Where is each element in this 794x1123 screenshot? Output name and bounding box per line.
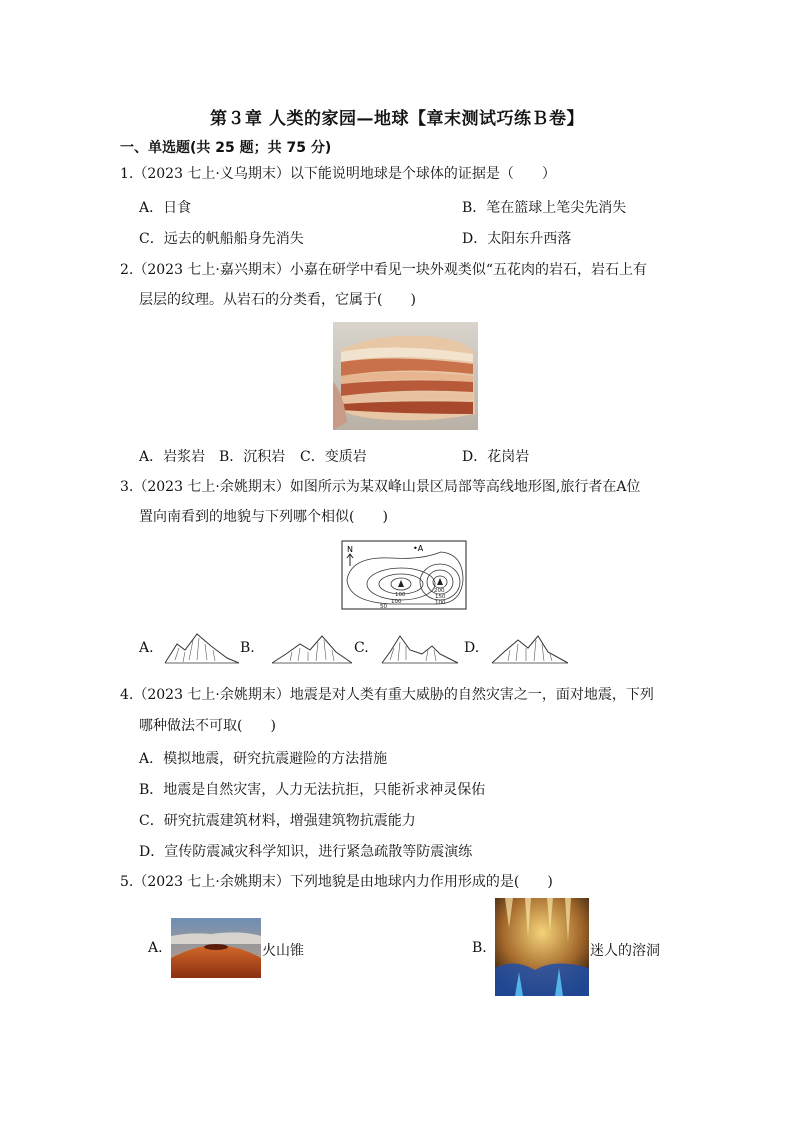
mountain-sketch-c: [380, 630, 460, 670]
section-heading: 一、单选题(共 25 题；共 75 分): [120, 140, 332, 156]
rock-photo: [333, 322, 478, 430]
question-5-option-a: A.: [148, 940, 163, 956]
contour-label: 150: [435, 594, 446, 600]
contour-label: 100: [435, 600, 446, 606]
question-1-option-b: B．笔在篮球上笔尖先消失: [462, 200, 627, 216]
map-point-a: •A: [413, 544, 424, 553]
question-4-stem-line2: 哪种做法不可取( ): [139, 718, 276, 734]
question-5-caption-b: 迷人的溶洞: [590, 943, 660, 959]
contour-label: 100: [391, 599, 402, 605]
question-2-stem-line2: 层层的纹理。从岩石的分类看，它属于( ): [139, 292, 416, 308]
question-3-option-d: D.: [464, 640, 480, 656]
volcano-photo: [171, 918, 261, 978]
map-north-label: N: [347, 545, 353, 554]
question-2-stem-line1: 2.（2023 七上·嘉兴期末）小嘉在研学中看见一块外观类似“五花肉的岩石，岩石上有: [120, 262, 648, 278]
question-4-option-d: D．宣传防震减灾科学知识，进行紧急疏散等防震演练: [139, 844, 473, 860]
page-title: 第３章 人类的家园—地球【章末测试巧练Ｂ卷】: [210, 109, 584, 129]
question-1-option-a: A．日食: [139, 200, 192, 216]
question-2-option-b: B．沉积岩: [219, 449, 286, 465]
question-4-option-c: C．研究抗震建筑材料，增强建筑物抗震能力: [139, 813, 416, 829]
question-5-caption-a: 火山锥: [262, 943, 304, 959]
question-4-stem-line1: 4.（2023 七上·余姚期末）地震是对人类有重大威胁的自然灾害之一，面对地震，下列: [120, 687, 654, 703]
karst-cave-photo: [495, 898, 589, 996]
question-3-option-b: B.: [240, 640, 255, 656]
mountain-sketch-d: [490, 630, 570, 670]
question-3-option-c: C.: [354, 640, 369, 656]
contour-label: 100: [395, 592, 406, 598]
question-2-option-c: C．变质岩: [300, 449, 367, 465]
mountain-sketch-b: [270, 630, 354, 670]
contour-label: 200: [434, 588, 445, 594]
question-1-option-c: C．远去的帆船船身先消失: [139, 231, 304, 247]
question-1-stem: 1.（2023 七上·义乌期末）以下能说明地球是个球体的证据是（ ）: [120, 166, 556, 182]
question-2-option-a: A．岩浆岩: [139, 449, 206, 465]
question-3-stem-line2: 置向南看到的地貌与下列哪个相似( ): [139, 509, 388, 525]
question-3-option-a: A.: [139, 640, 154, 656]
question-1-option-d: D．太阳东升西落: [462, 231, 572, 247]
question-4-option-b: B．地震是自然灾害，人力无法抗拒，只能祈求神灵保佑: [139, 782, 486, 798]
question-5-stem: 5.（2023 七上·余姚期末）下列地貌是由地球内力作用形成的是( ): [120, 874, 553, 890]
mountain-sketch-a: [163, 630, 241, 670]
question-2-option-d: D．花岗岩: [462, 449, 530, 465]
question-4-option-a: A．模拟地震，研究抗震避险的方法措施: [139, 751, 388, 767]
question-5-option-b: B.: [472, 940, 487, 956]
contour-map: [341, 540, 467, 610]
question-3-stem-line1: 3.（2023 七上·余姚期末）如图所示为某双峰山景区局部等高线地形图,旅行者在A位: [120, 479, 641, 495]
contour-label: 50: [380, 604, 387, 610]
